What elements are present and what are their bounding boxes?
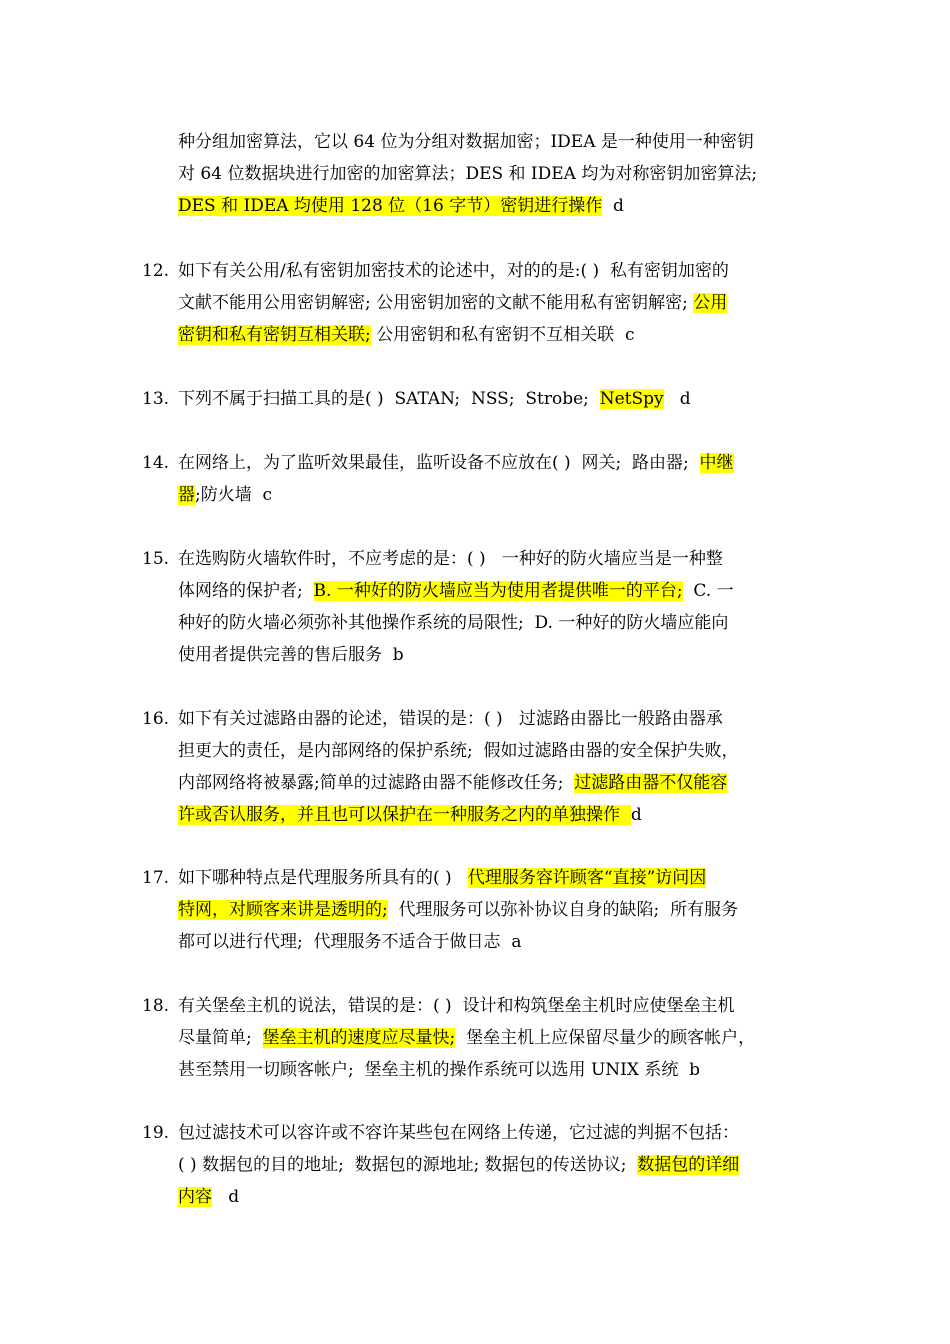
text-segment: 种分组加密算法，它以 64 位为分组对数据加密；IDEA 是一种使用一种密钥 [178,132,754,152]
question-number: 15. [142,549,170,569]
question-number: 13. [142,389,170,409]
highlighted-answer: NetSpy [599,389,664,409]
text-line [178,386,810,412]
text-segment: C. 一 [682,581,734,601]
text-segment: 代理服务可以弥补协议自身的缺陷; 所有服务 [387,900,739,920]
text-segment: 堡垒主机上应保留尽量少的顾客帐户， [455,1028,756,1048]
highlighted-answer: 堡垒主机的速度应尽量快; [262,1028,456,1048]
question-number: 16. [142,709,170,729]
text-line [178,1025,810,1051]
text-line [178,897,810,923]
text-line [178,738,810,764]
text-segment: 内部网络将被暴露;简单的过滤路由器不能修改任务; [178,773,575,793]
text-segment: d [212,1187,240,1207]
text-line [178,578,810,604]
question-number: 12. [142,261,170,281]
text-segment: 种好的防火墙必须弥补其他操作系统的局限性; D. 一种好的防火墙应能向 [178,613,729,633]
text-line [178,770,810,796]
highlighted-answer: 特网，对顾客来讲是透明的; [178,900,388,920]
text-line [178,929,810,955]
text-segment: d [663,389,691,409]
text-segment: 公用密钥和私有密钥不互相关联 c [370,325,635,345]
text-line [178,322,810,348]
text-segment: 有关堡垒主机的说法，错误的是：( ) 设计和构筑堡垒主机时应使堡垒主机 [178,996,735,1016]
text-line [178,802,810,828]
text-segment: 甚至禁用一切顾客帐户; 堡垒主机的操作系统可以选用 UNIX 系统 b [178,1060,701,1080]
text-line [178,129,810,155]
highlighted-answer: 过滤路由器不仅能容 [574,773,728,793]
text-line [178,482,810,508]
text-segment: 对 64 位数据块进行加密的加密算法；DES 和 IDEA 均为对称密钥加密算法; [178,164,758,184]
text-line [178,1057,810,1083]
text-segment: 在选购防火墙软件时，不应考虑的是：( ) 一种好的防火墙应当是一种整 [178,549,723,569]
text-line [178,161,810,187]
text-segment: 如下有关过滤路由器的论述，错误的是：( ) 过滤路由器比一般路由器承 [178,709,723,729]
question-number: 19. [142,1123,170,1143]
highlighted-answer: 密钥和私有密钥互相关联; [178,325,371,345]
question-number: 17. [142,868,170,888]
text-segment: 担更大的责任，是内部网络的保护系统; 假如过滤路由器的安全保护失败， [178,741,739,761]
text-segment: 下列不属于扫描工具的是( ) SATAN; NSS; Strobe; [178,389,600,409]
highlighted-answer: B. 一种好的防火墙应当为使用者提供唯一的平台; [313,581,683,601]
text-line [178,193,810,219]
highlighted-answer: 中继 [699,453,734,473]
text-line [178,1184,810,1210]
text-segment: 体网络的保护者; [178,581,314,601]
text-line [178,993,810,1019]
highlighted-answer: 许或否认服务，并且也可以保护在一种服务之内的单独操作 [178,805,631,825]
text-segment: 尽量简单; [178,1028,263,1048]
text-segment: ( ) 数据包的目的地址; 数据包的源地址; 数据包的传送协议; [178,1155,638,1175]
text-line [178,610,810,636]
highlighted-answer: 内容 [178,1187,212,1207]
text-segment: 如下有关公用/私有密钥加密技术的论述中，对的的是:( ) 私有密钥加密的 [178,261,729,281]
text-line [178,1152,810,1178]
question-number: 18. [142,996,170,1016]
text-segment: 使用者提供完善的售后服务 b [178,645,404,665]
text-line [178,1120,810,1146]
text-line [178,706,810,732]
highlighted-answer: 器 [178,485,195,505]
text-line [178,258,810,284]
text-segment: d [630,805,642,825]
text-line [178,290,810,316]
text-segment: 如下哪种特点是代理服务所具有的( ) [178,868,468,888]
text-segment: ;防火墙 c [195,485,273,505]
text-segment: d [602,196,624,216]
highlighted-answer: DES 和 IDEA 均使用 128 位（16 字节）密钥进行操作 [178,196,603,216]
question-number: 14. [142,453,170,473]
text-segment: 文献不能用公用密钥解密; 公用密钥加密的文献不能用私有密钥解密; [178,293,694,313]
text-line [178,865,810,891]
text-segment: 包过滤技术可以容许或不容许某些包在网络上传递，它过滤的判据不包括： [178,1123,739,1143]
text-line [178,642,810,668]
highlighted-answer: 公用 [693,293,728,313]
text-segment: 在网络上，为了监听效果最佳，监听设备不应放在( ) 网关; 路由器; [178,453,700,473]
text-line [178,450,810,476]
highlighted-answer: 代理服务容许顾客“直接”访问因 [467,868,707,888]
text-line [178,546,810,572]
text-segment: 都可以进行代理; 代理服务不适合于做日志 a [178,932,522,952]
highlighted-answer: 数据包的详细 [637,1155,740,1175]
